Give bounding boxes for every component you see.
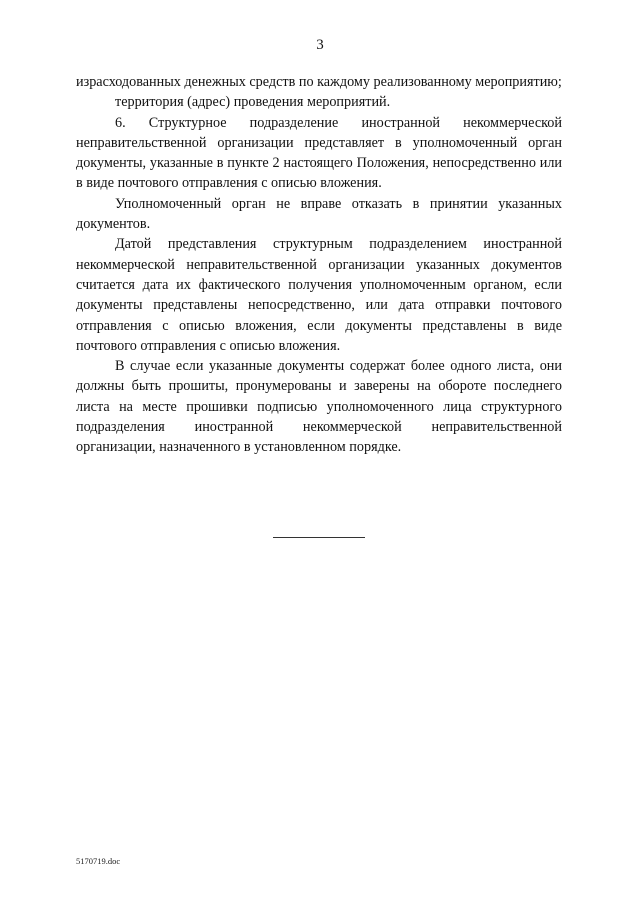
- paragraph-no-refusal: Уполномоченный орган не вправе отказать в принятии указанных документов.: [76, 195, 562, 233]
- paragraph-territory-item: территория (адрес) проведения мероприятий.: [115, 94, 391, 111]
- end-separator-line: [273, 537, 365, 538]
- paragraph-submission-date: Датой представления структурным подразделением иностранной некоммерческой неправительственной организации указанных документов считается дата их фактического получения уполномоченным органом, если документы представлены непосредственно, или дата отправки почтового отправления с описью вложения, если документы представлены в виде почтового отправления с описью вложения.: [76, 236, 562, 354]
- paragraph-multi-sheet: В случае если указанные документы содержат более одного листа, они должны быть прошиты, пронумерованы и заверены на обороте последнего листа на месте прошивки подписью уполномоченного лица структурного подразделения иностранной некоммерческой неправительственной организации, назначенного в установленном порядке.: [76, 358, 562, 456]
- paragraph-clause-6: 6. Структурное подразделение иностранной некоммерческой неправительственной организации представляет в уполномоченный орган документы, указанные в пункте 2 настоящего Положения, непосредственно или в виде почтового отправления с описью вложения.: [76, 114, 562, 192]
- page-number: 3: [316, 37, 324, 53]
- document-body: [76, 72, 562, 458]
- paragraph-expense-item: израсходованных денежных средств по каждому реализованному мероприятию;: [76, 74, 562, 90]
- footer-file-name: 5170719.doc: [76, 856, 121, 866]
